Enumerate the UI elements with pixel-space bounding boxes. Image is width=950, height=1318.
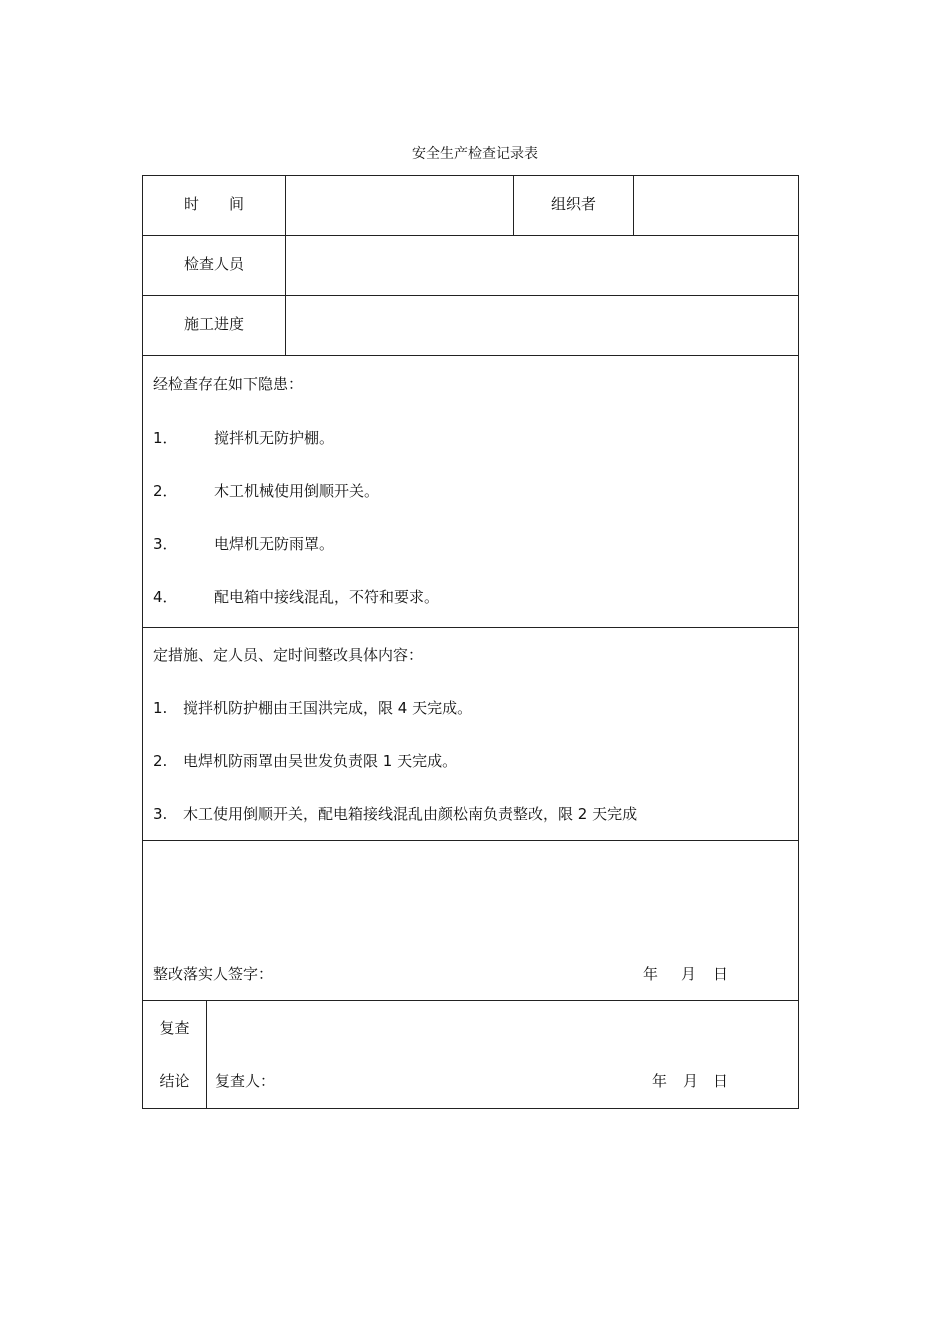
page-title: 安全生产检查记录表 <box>412 146 538 162</box>
measure-item-number: 3. <box>153 805 168 823</box>
progress-label: 施工进度 <box>183 315 244 333</box>
time-label: 时 间 <box>183 195 244 213</box>
row-divider <box>142 355 799 356</box>
reviewer-label: 复查人： <box>215 1072 276 1090</box>
row-divider <box>142 840 799 841</box>
review-day-label: 日 <box>713 1072 729 1090</box>
hazard-item-text: 木工机械使用倒顺开关。 <box>214 482 380 500</box>
review-label-line1: 复查 <box>159 1019 190 1037</box>
hazard-item-text: 配电箱中接线混乱，不符和要求。 <box>214 588 440 606</box>
row-divider <box>142 627 799 628</box>
review-month-label: 月 <box>683 1072 699 1090</box>
review-year-label: 年 <box>652 1072 668 1090</box>
signature-field[interactable] <box>280 960 630 988</box>
organizer-label: 组织者 <box>550 195 596 213</box>
measure-item-number: 1. <box>153 699 168 717</box>
organizer-value-cell[interactable] <box>634 176 798 235</box>
measures-heading: 定措施、定人员、定时间整改具体内容： <box>153 646 424 664</box>
hazard-item-number: 4． <box>153 588 178 606</box>
inspectors-value-cell[interactable] <box>286 236 798 295</box>
progress-value-cell[interactable] <box>286 296 798 355</box>
review-conclusion-field[interactable] <box>207 1001 798 1061</box>
measure-item-text: 木工使用倒顺开关，配电箱接线混乱由颜松南负责整改，限 2 天完成 <box>183 805 638 823</box>
measure-item-text: 搅拌机防护棚由王国洪完成，限 4 天完成。 <box>183 699 473 717</box>
measure-item-text: 电焊机防雨罩由吴世发负责限 1 天完成。 <box>183 752 458 770</box>
measure-item-number: 2. <box>153 752 168 770</box>
review-label-line2: 结论 <box>159 1072 190 1090</box>
hazard-item-number: 2． <box>153 482 178 500</box>
hazard-item-text: 电焊机无防雨罩。 <box>214 535 335 553</box>
signature-year-label: 年 <box>643 965 659 983</box>
signature-label: 整改落实人签字： <box>153 965 274 983</box>
hazard-item-text: 搅拌机无防护棚。 <box>214 429 335 447</box>
signature-day-label: 日 <box>713 965 729 983</box>
time-value-cell[interactable] <box>286 176 513 235</box>
hazard-item-number: 1． <box>153 429 178 447</box>
hazard-item-number: 3． <box>153 535 178 553</box>
hazards-heading: 经检查存在如下隐患： <box>153 375 304 393</box>
inspectors-label: 检查人员 <box>183 255 244 273</box>
signature-month-label: 月 <box>681 965 697 983</box>
